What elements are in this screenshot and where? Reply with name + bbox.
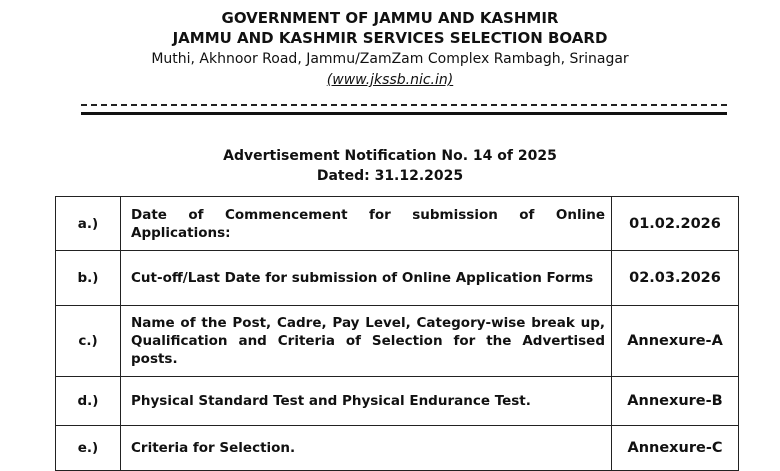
- row-value: 02.03.2026: [612, 251, 739, 306]
- website-link[interactable]: (www.jkssb.nic.in): [326, 72, 454, 88]
- notification-date: Dated: 31.12.2025: [316, 168, 464, 184]
- document-header: [0, 8, 780, 91]
- table-row: [56, 306, 739, 377]
- row-description: Name of the Post, Cadre, Pay Level, Category-wise break up, Qualification and Criteria of Selection for the Advertised posts.: [121, 306, 612, 377]
- row-value: 01.02.2026: [612, 197, 739, 251]
- table-row: [56, 377, 739, 426]
- row-index: b.): [56, 251, 121, 306]
- row-description: Criteria for Selection.: [121, 426, 612, 471]
- row-index: e.): [56, 426, 121, 471]
- row-description: Cut-off/Last Date for submission of Online Application Forms: [121, 251, 612, 306]
- solid-rule: [81, 112, 727, 115]
- schedule-table: [55, 196, 739, 471]
- board-address: Muthi, Akhnoor Road, Jammu/ZamZam Complex Rambagh, Srinagar: [151, 51, 629, 67]
- row-index: c.): [56, 306, 121, 377]
- row-description: Physical Standard Test and Physical Endurance Test.: [121, 377, 612, 426]
- row-value: Annexure-C: [612, 426, 739, 471]
- table-row: [56, 197, 739, 251]
- row-description: Date of Commencement for submission of Online Applications:: [121, 197, 612, 251]
- notification-heading: [0, 146, 780, 186]
- notification-title: Advertisement Notification No. 14 of 2025: [223, 148, 557, 164]
- board-title: JAMMU AND KASHMIR SERVICES SELECTION BOARD: [172, 29, 608, 47]
- row-index: d.): [56, 377, 121, 426]
- row-value: Annexure-A: [612, 306, 739, 377]
- table-row: [56, 426, 739, 471]
- header-separator: [81, 100, 727, 118]
- dashed-rule: [81, 104, 727, 106]
- table-row: [56, 251, 739, 306]
- row-index: a.): [56, 197, 121, 251]
- row-value: Annexure-B: [612, 377, 739, 426]
- government-title: GOVERNMENT OF JAMMU AND KASHMIR: [221, 9, 559, 27]
